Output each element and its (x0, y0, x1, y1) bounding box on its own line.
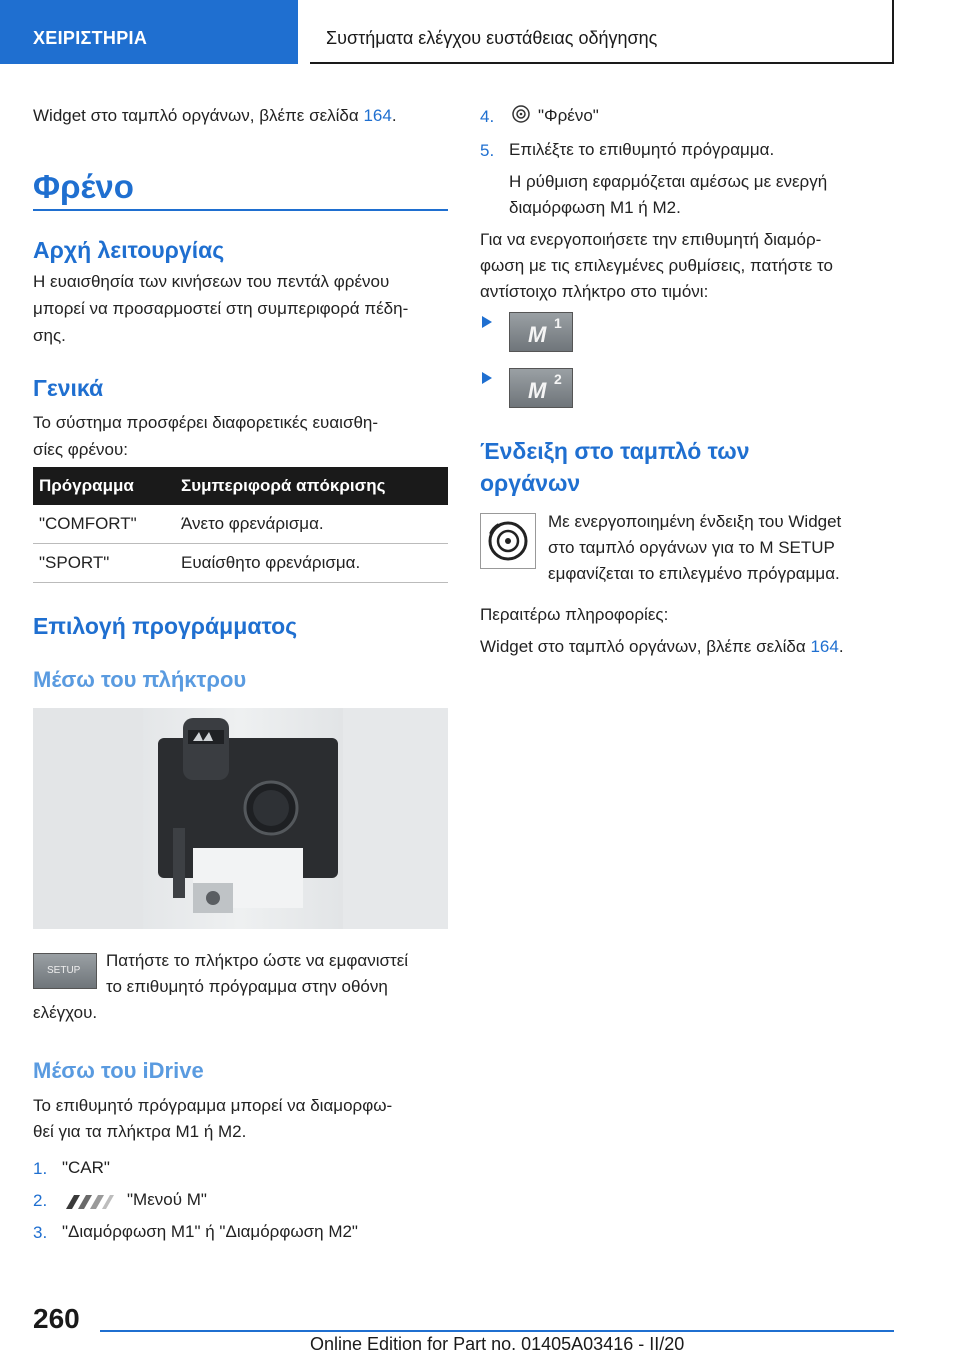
step-number: 1. (33, 1159, 48, 1178)
activate-line-2: φωση με τις επιλεγμένες ρυθμίσεις, πατήστε το (480, 256, 833, 275)
m2-button-icon: M 2 (509, 368, 573, 408)
step5-note-1: Η ρύθμιση εφαρμόζεται αμέσως με ενεργή (509, 172, 828, 191)
widget-reference: Widget στο ταμπλό οργάνων, βλέπε σελίδα 164. (480, 637, 844, 656)
console-photo (33, 708, 448, 929)
step-number: 4. (480, 107, 495, 126)
principle-line-1: Η ευαισθησία των κινήσεων του πεντάλ φρένου (33, 272, 390, 291)
step-number: 3. (33, 1223, 48, 1242)
console-illustration (33, 708, 448, 929)
step-text: Επιλέξτε το επιθυμητό πρόγραμμα. (509, 140, 775, 159)
chapter-title: Συστήματα ελέγχου ευστάθειας οδήγησης (326, 28, 658, 48)
table-header-row (33, 467, 448, 505)
step-text: "Φρένο" (538, 106, 599, 125)
via-button-heading: Μέσω του πλήκτρου (33, 667, 247, 692)
bullet-triangle-icon (482, 316, 492, 328)
page-number: 260 (33, 1303, 80, 1334)
page-title: Φρένο (33, 168, 134, 205)
widget-indicator-icon (480, 513, 536, 569)
table-header: Πρόγραμμα (33, 467, 175, 505)
setup-button-icon: SETUP (33, 953, 97, 989)
principle-heading: Αρχή λειτουργίας (33, 237, 225, 263)
selection-heading: Επιλογή προγράμματος (33, 613, 298, 639)
principle-line-3: σης. (33, 326, 66, 345)
page-link[interactable]: 164 (363, 106, 392, 125)
principle-line-2: μπορεί να προσαρμοστεί στη συμπεριφορά πέδη- (33, 299, 409, 318)
intro-text: Widget στο ταμπλό οργάνων, βλέπε σελίδα 164. (33, 106, 397, 125)
edition-text: Online Edition for Part no. 01405A03416 - II/20 (310, 1334, 685, 1354)
display-line-3: εμφανίζεται το επιλεγμένο πρόγραμμα. (548, 564, 840, 583)
display-line-1: Με ενεργοποιημένη ένδειξη του Widget (548, 512, 842, 531)
table-cell: Ευαίσθητο φρενάρισμα. (175, 544, 448, 583)
step-text: "CAR" (62, 1158, 110, 1177)
display-line-2: στο ταμπλό οργάνων για το M SETUP (548, 538, 835, 557)
step5-note-2: διαμόρφωση M1 ή M2. (509, 198, 681, 217)
table-row (33, 544, 448, 583)
via-idrive-heading: Μέσω του iDrive (33, 1058, 204, 1083)
brake-disc-icon (481, 514, 535, 568)
display-heading-2: οργάνων (480, 470, 581, 496)
general-heading: Γενικά (33, 375, 104, 401)
step-number: 2. (33, 1191, 48, 1210)
section-title: ΧΕΙΡΙΣΤΗΡΙΑ (33, 28, 148, 48)
section-tab (0, 0, 298, 64)
general-line-2: σίες φρένου: (33, 440, 129, 459)
title-rule (33, 209, 448, 211)
chapter-header (310, 0, 894, 64)
setup-line-2: το επιθυμητό πρόγραμμα στην οθόνη (106, 977, 388, 996)
display-heading-1: Ένδειξη στο ταμπλό των (480, 438, 750, 464)
more-info-label: Περαιτέρω πληροφορίες: (480, 605, 669, 624)
table-cell: "COMFORT" (33, 505, 175, 544)
step-text: "Μενού M" (127, 1190, 207, 1209)
idrive-line-2: θεί για τα πλήκτρα M1 ή M2. (33, 1122, 247, 1141)
setup-line-3: ελέγχου. (33, 1003, 98, 1022)
step-text: "Διαμόρφωση M1" ή "Διαμόρφωση M2" (62, 1222, 358, 1241)
page-link[interactable]: 164 (810, 637, 839, 656)
footer-rule (100, 1330, 894, 1332)
table-cell: "SPORT" (33, 544, 175, 583)
setup-line-1: Πατήστε το πλήκτρο ώστε να εμφανιστεί (106, 951, 409, 970)
activate-line-1: Για να ενεργοποιήσετε την επιθυμητή διαμόρ- (480, 230, 822, 249)
step-number: 5. (480, 141, 495, 160)
program-table (33, 467, 448, 583)
table-cell: Άνετο φρενάρισμα. (175, 505, 448, 544)
table-row (33, 505, 448, 544)
brake-icon (512, 105, 530, 123)
bullet-triangle-icon (482, 372, 492, 384)
m1-button-icon: M 1 (509, 312, 573, 352)
activate-line-3: αντίστοιχο πλήκτρο στο τιμόνι: (480, 282, 709, 301)
general-line-1: Το σύστημα προσφέρει διαφορετικές ευαισθη- (33, 413, 379, 432)
idrive-line-1: Το επιθυμητό πρόγραμμα μπορεί να διαμορφω- (33, 1096, 393, 1115)
table-header: Συμπεριφορά απόκρισης (175, 467, 448, 505)
m-menu-icon (64, 1193, 116, 1211)
